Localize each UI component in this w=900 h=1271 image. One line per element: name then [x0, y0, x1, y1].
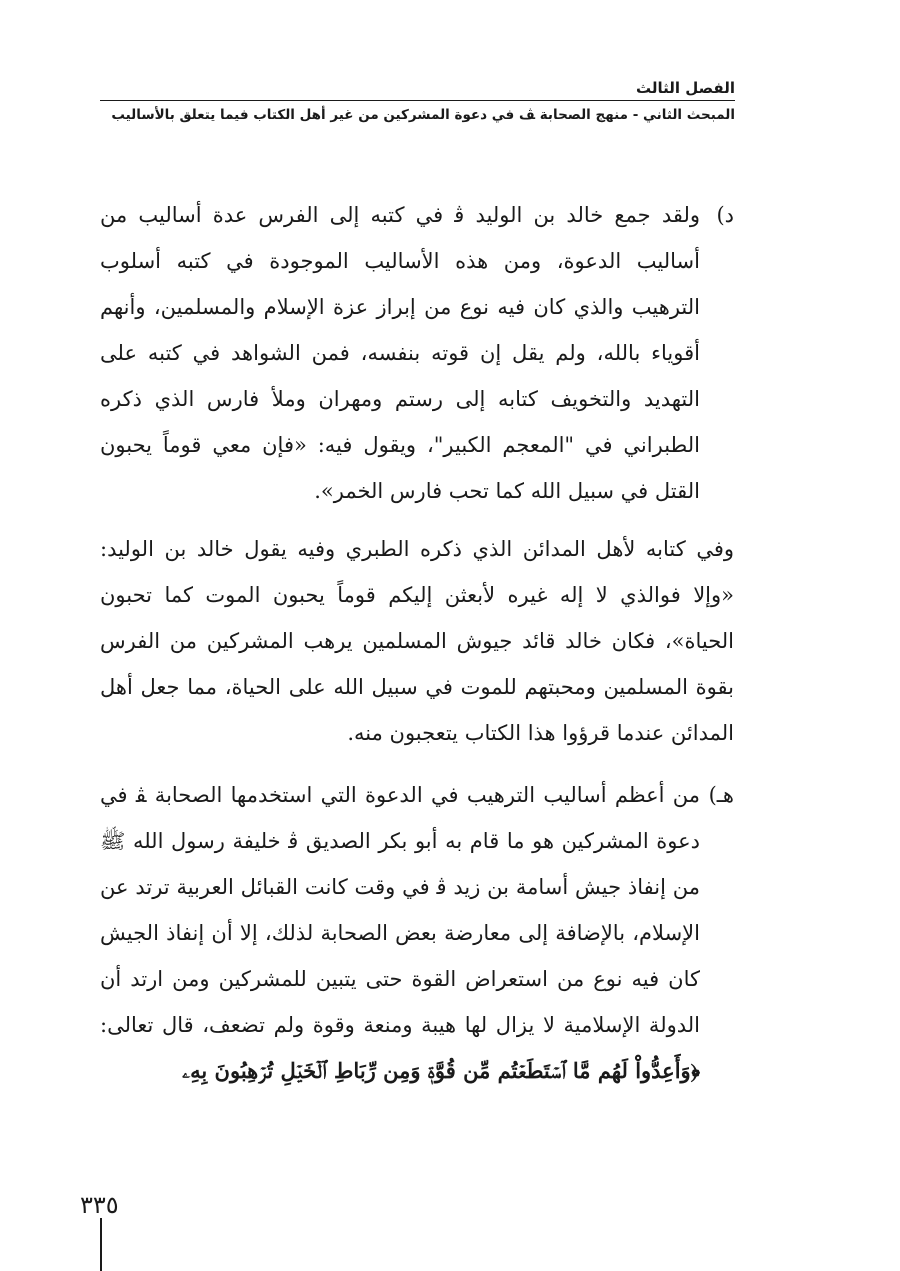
page-number: ٣٣٥ — [80, 1191, 119, 1219]
running-header — [100, 78, 735, 125]
header-divider — [100, 100, 735, 101]
paragraph-text: وفي كتابه لأهل المدائن الذي ذكره الطبري وفيه يقول خالد بن الوليد: «وإلا فوالذي لا إله غيره لأبعثن إليكم قوماً يحبون الموت كما تحبون الحياة»، فكان خالد قائد جيوش المسلمين يرهب المشركين من الفرس بقوة المسلمين ومحبتهم للموت في سبيل الله على الحياة، مما جعل أهل المدائن عندما قرؤوا هذا الكتاب يتعجبون منه. — [100, 537, 734, 745]
paragraph-marker: هـ) — [708, 783, 734, 807]
paragraph-text: ولقد جمع خالد بن الوليد ﭬ في كتبه إلى الفرس عدة أساليب من أساليب الدعوة، ومن هذه الأساليب الموجودة في كتبه أسلوب الترهيب والذي كان فيه نوع من إبراز عزة الإسلام والمسلمين، وأنهم أقوياء بالله، ولم يقل إن قوته بنفسه، فمن الشواهد في كتبه على التهديد والتخويف كتابه إلى رستم ومهران وملأ فارس الذي ذكره الطبراني في "المعجم الكبير"، ويقول فيه: «فإن معي قوماً يحبون القتل في سبيل الله كما تحب فارس الخمر». — [100, 203, 700, 503]
paragraph-d — [100, 192, 734, 514]
paragraph-text: من أعظم أساليب الترهيب في الدعوة التي استخدمها الصحابة ﭭ في دعوة المشركين هو ما قام به أبو بكر الصديق ﭬ خليفة رسول الله ﷺ من إنفاذ جيش أسامة بن زيد ﭬ في وقت كانت القبائل العربية ترتد عن الإسلام، بالإضافة إلى معارضة بعض الصحابة لذلك، إلا أن إنفاذ الجيش كان فيه نوع من استعراض القوة حتى يتبين للمشركين ومن ارتد أن الدولة الإسلامية لا يزال لها هيبة ومنعة وقوة ولم تضعف، قال تعالى: — [100, 783, 700, 1037]
page-body — [100, 192, 734, 1094]
chapter-title: الفصل الثالث — [635, 79, 735, 97]
paragraph-madain-letter — [100, 526, 734, 756]
section-title: المبحث الثاني - منهج الصحابة ﭫ في دعوة المشركين من غير أهل الكتاب فيما يتعلق بالأساليب — [111, 107, 735, 123]
quran-verse: ﴿وَأَعِدُّواْ لَهُم مَّا ٱسۡتَطَعۡتُم مِّن قُوَّةٖ وَمِن رِّبَاطِ ٱلۡخَيۡلِ تُرۡهِبُونَ بِهِۦ — [182, 1058, 700, 1083]
footer-rule — [100, 1218, 102, 1271]
paragraph-marker: د) — [716, 203, 734, 227]
paragraph-h — [100, 772, 734, 1094]
